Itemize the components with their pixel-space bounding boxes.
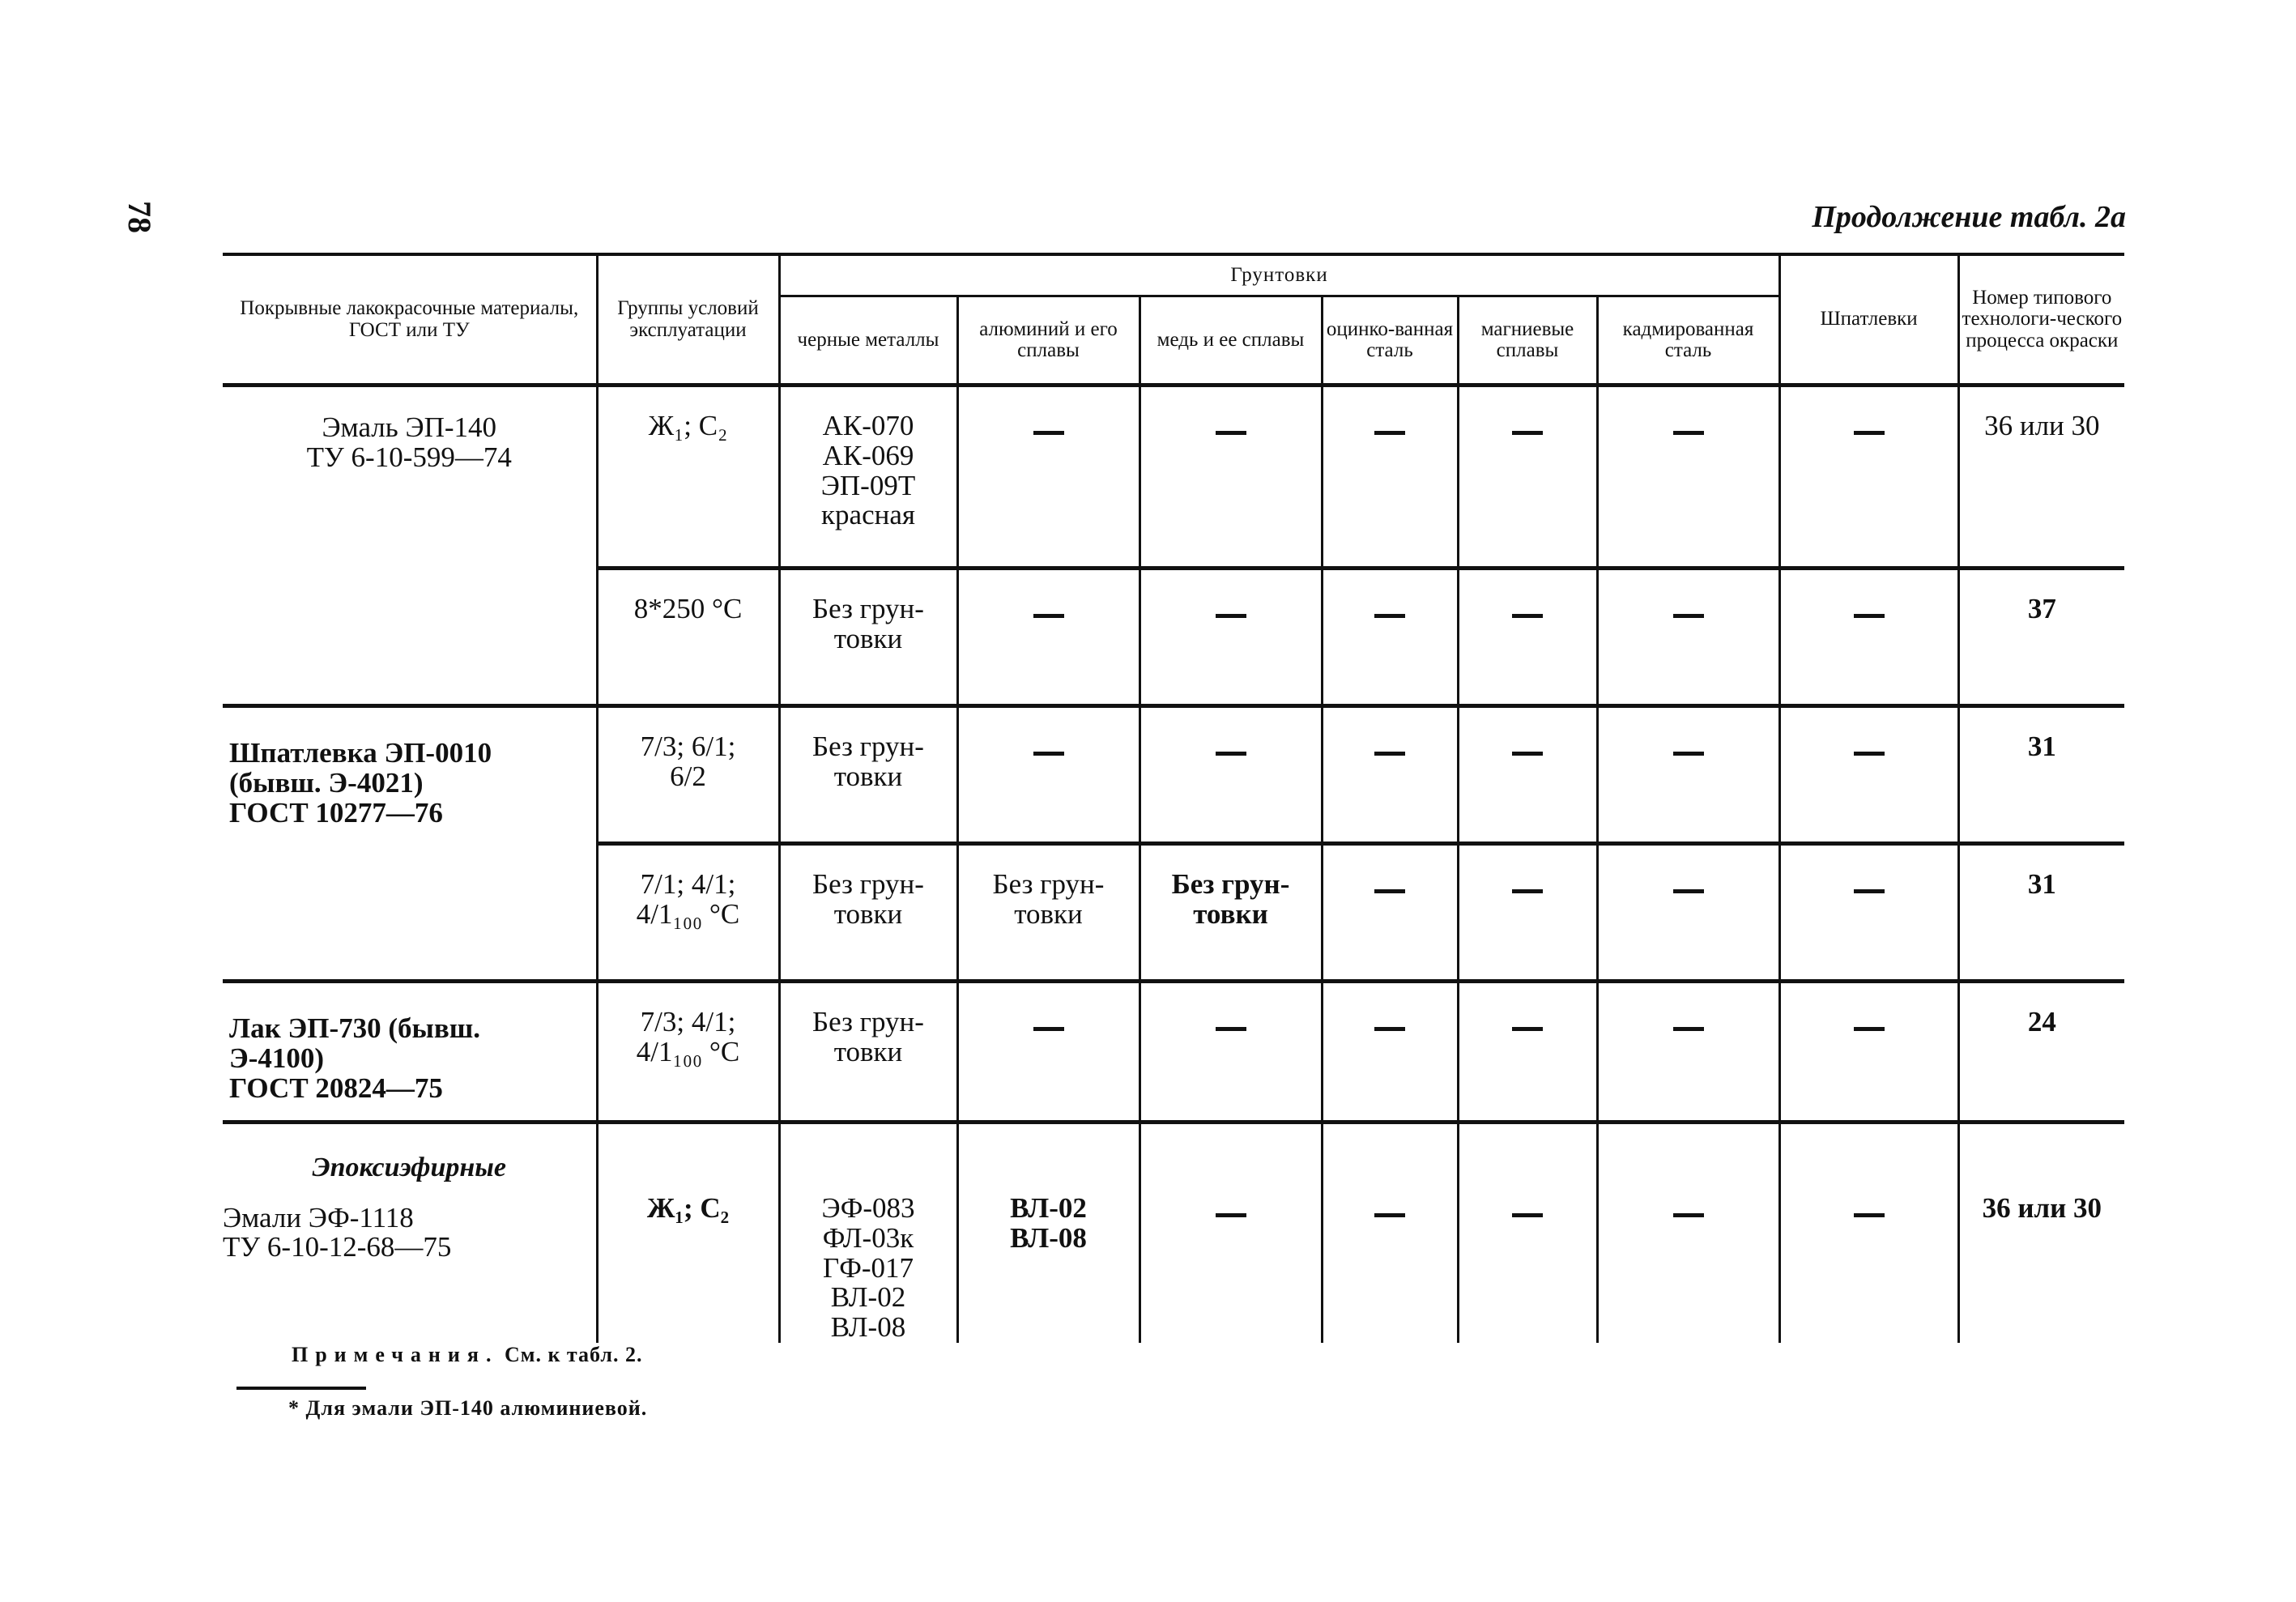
- dash-mark: [1033, 614, 1064, 618]
- header-process: Номер типового технологи-ческого процесса окраски: [1958, 254, 2124, 386]
- dash-mark: [1374, 1027, 1405, 1031]
- dash-mark: [1374, 431, 1405, 435]
- dash-mark: [1854, 431, 1885, 435]
- coating-table: [223, 253, 2124, 1343]
- header-primer-ferrous: черные металлы: [779, 296, 957, 386]
- notes-text: См. к табл. 2.: [504, 1343, 643, 1366]
- primer-ferrous-cell: АК-070 АК-069 ЭП-09Т красная: [779, 386, 957, 569]
- footnote-rule: [236, 1387, 366, 1390]
- dash-mark: [1673, 431, 1704, 435]
- notes-title: Примечания.: [292, 1343, 499, 1366]
- primer-ferrous-cell: Без грун- товки: [779, 844, 957, 982]
- dash-mark: [1374, 1213, 1405, 1217]
- process-cell: 24: [1958, 982, 2124, 1123]
- header-primer-cadmium: кадмированная сталь: [1597, 296, 1779, 386]
- primer-ferrous-cell: Без грун- товки: [779, 982, 957, 1123]
- dash-mark: [1673, 1213, 1704, 1217]
- dash-mark: [1374, 614, 1405, 618]
- header-primer-galvanized: оцинко-ванная сталь: [1322, 296, 1458, 386]
- dash-mark: [1854, 614, 1885, 618]
- dash-mark: [1033, 752, 1064, 756]
- dash-mark: [1216, 614, 1246, 618]
- dash-mark: [1512, 431, 1543, 435]
- dash-mark: [1854, 1027, 1885, 1031]
- process-cell: 31: [1958, 844, 2124, 982]
- primer-ferrous-cell: Без грун- товки: [779, 706, 957, 844]
- page-number: 78: [121, 201, 158, 233]
- header-primer-aluminum: алюминий и его сплавы: [957, 296, 1139, 386]
- group-cell: 8*250 °С: [597, 569, 779, 706]
- dash-mark: [1216, 752, 1246, 756]
- notes: [292, 1343, 642, 1367]
- group-heading: Эпоксиэфирные: [312, 1153, 506, 1182]
- dash-mark: [1673, 889, 1704, 893]
- process-cell: 31: [1958, 706, 2124, 844]
- group-cell: Ж₁; С₂: [597, 386, 779, 569]
- dash-mark: [1216, 1027, 1246, 1031]
- primer-copper-cell: Без грун- товки: [1139, 844, 1322, 982]
- footnote: * Для эмали ЭП-140 алюминиевой.: [288, 1396, 648, 1420]
- primer-aluminum-cell: ВЛ-02 ВЛ-08: [957, 1123, 1139, 1343]
- dash-mark: [1512, 889, 1543, 893]
- group-cell: 7/3; 4/1; 4/1₁₀₀ °С: [597, 982, 779, 1123]
- header-primer-magnesium: магниевые сплавы: [1458, 296, 1597, 386]
- header-groups: Группы условий эксплуатации: [597, 254, 779, 386]
- process-cell: 37: [1958, 569, 2124, 706]
- group-cell: 7/1; 4/1; 4/1₁₀₀ °С: [597, 844, 779, 982]
- header-primers: Грунтовки: [779, 254, 1779, 296]
- primer-ferrous-cell: ЭФ-083 ФЛ-03к ГФ-017 ВЛ-02 ВЛ-08: [779, 1123, 957, 1343]
- dash-mark: [1673, 1027, 1704, 1031]
- primer-ferrous-cell: Без грун- товки: [779, 569, 957, 706]
- group-cell: 7/3; 6/1; 6/2: [597, 706, 779, 844]
- dash-mark: [1216, 1213, 1246, 1217]
- dash-mark: [1854, 752, 1885, 756]
- material-ep0010: Шпатлевка ЭП-0010 (бывш. Э-4021) ГОСТ 10277—76: [223, 706, 597, 982]
- dash-mark: [1033, 1027, 1064, 1031]
- dash-mark: [1512, 1213, 1543, 1217]
- dash-mark: [1512, 614, 1543, 618]
- dash-mark: [1374, 752, 1405, 756]
- header-putty: Шпатлевки: [1779, 254, 1958, 386]
- dash-mark: [1854, 1213, 1885, 1217]
- table-caption: Продолжение табл. 2а: [1812, 200, 2126, 234]
- dash-mark: [1216, 431, 1246, 435]
- header-primer-copper: медь и ее сплавы: [1139, 296, 1322, 386]
- dash-mark: [1512, 752, 1543, 756]
- process-cell: 36 или 30: [1958, 386, 2124, 569]
- dash-mark: [1673, 752, 1704, 756]
- dash-mark: [1673, 614, 1704, 618]
- dash-mark: [1033, 431, 1064, 435]
- dash-mark: [1374, 889, 1405, 893]
- header-material: Покрывные лакокрасочные материалы, ГОСТ или ТУ: [223, 254, 597, 386]
- material-ep140: Эмаль ЭП-140 ТУ 6-10-599—74: [223, 386, 597, 706]
- material-ef1118: Эмали ЭФ-1118 ТУ 6-10-12-68—75: [223, 1201, 452, 1263]
- primer-aluminum-cell: Без грун- товки: [957, 844, 1139, 982]
- group-cell: Ж₁; С₂: [597, 1123, 779, 1343]
- process-cell: 36 или 30: [1958, 1123, 2124, 1343]
- dash-mark: [1512, 1027, 1543, 1031]
- material-ep730: Лак ЭП-730 (бывш. Э-4100) ГОСТ 20824—75: [223, 982, 597, 1123]
- dash-mark: [1854, 889, 1885, 893]
